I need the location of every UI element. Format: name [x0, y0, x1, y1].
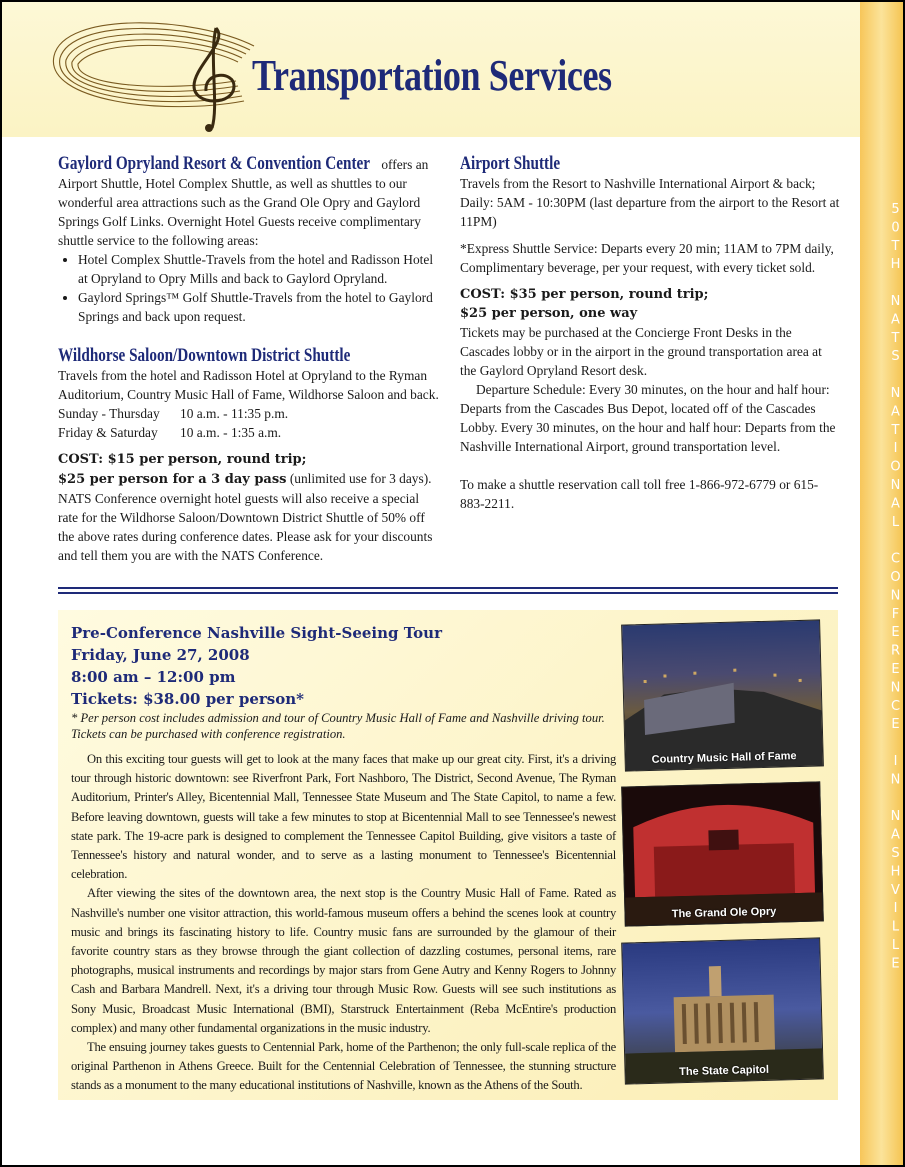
tour-body: [71, 750, 616, 1096]
wildhorse-cost-1: COST: $15 per person, round trip;: [58, 452, 307, 467]
right-column: [460, 154, 840, 513]
schedule-day: Friday & Saturday: [58, 425, 158, 440]
tour-date: Friday, June 27, 2008: [71, 646, 250, 664]
tour-tickets: Tickets: $38.00 per person*: [71, 690, 304, 708]
list-item: • Hotel Complex Shuttle-Travels from the hotel and Radisson Hotel at Opryland to Opry Mills and back to Gaylord Opryland.: [78, 250, 440, 288]
airport-departure: Departure Schedule: Every 30 minutes, on the hour and half hour: Departs from the Cascades Bus Depot, located off of the Cascades Lobby. Every 30 minutes, on the hour and half hour: Departs from the Nashville International Airport, ground transportation level.: [460, 382, 836, 454]
divider: [58, 587, 838, 589]
schedule-day: Sunday - Thursday: [58, 406, 160, 421]
airport-desc: Travels from the Resort to Nashville International Airport & back; Daily: 5AM - 10:30PM (last departure from the airport to the Resort at 11PM): [460, 176, 840, 229]
photo-caption: Country Music Hall of Fame: [651, 750, 797, 766]
state-capitol-photo: [621, 937, 824, 1084]
airport-cost-2: $25 per person, one way: [460, 306, 638, 321]
grand-ole-opry-photo: [621, 781, 824, 926]
wildhorse-schedule-1: [58, 404, 440, 423]
hall-of-fame-photo: [621, 619, 824, 771]
sidebar-text: 50TH NATS NATIONAL CONFERENCE IN NASHVILLE: [888, 201, 903, 975]
gaylord-intro: offers an Airport Shuttle, Hotel Complex Shuttle, as well as shuttles to our wonderful area attractions such as the Grand Ole Opry and Gaylord Springs Golf Links. Overnight Hotel Guests receive complimentary shuttle service to the following areas:: [58, 157, 429, 248]
airport-cost-1: COST: $35 per person, round trip;: [460, 287, 709, 302]
state-capitol-image: [622, 938, 823, 1083]
gaylord-heading: Gaylord Opryland Resort & Convention Center: [58, 153, 371, 174]
divider: [58, 592, 838, 594]
schedule-time: 10 a.m. - 1:35 a.m.: [180, 425, 282, 440]
wildhorse-desc: Travels from the hotel and Radisson Hotel at Opryland to the Ryman Auditorium, Country Music Hall of Fame, Wildhorse Saloon and back.: [58, 368, 439, 402]
wildhorse-schedule-2: [58, 423, 440, 442]
photo-caption: The State Capitol: [679, 1063, 770, 1079]
tour-header: [71, 622, 631, 710]
tour-paragraph: On this exciting tour guests will get to look at the many faces that make up our great city. First, it's a driving tour through historic downtown: see Riverfront Park, Fort Nashboro, The District, Second Avenue, The Ryman Auditorium, Printer's Alley, Bicentennial Mall, Tennessee State Museum and The State Capitol, to name a few. Before leaving downtown, guests will take a few minutes to stop at Bicentennial Mall to see Tennessee's newest state park. The 19-acre park is designed to complement the Tennessee Capitol Building, give visitors a taste of Tennessee's history and natural wonder, and to serve as a lasting monument to Tennessee's Bicentennial celebration.: [71, 752, 616, 882]
wildhorse-cost-note: (unlimited use for 3 days).: [286, 471, 432, 486]
wildhorse-note: NATS Conference overnight hotel guests will also receive a special rate for the Wildhorse Saloon/Downtown District Shuttle of 50% off the above rates during conference dates. Please ask for your discounts and tell them you are with the NATS Conference.: [58, 491, 433, 563]
gaylord-bullets: [58, 250, 440, 326]
airport-reserve: To make a shuttle reservation call toll free 1-866-972-6779 or 615-883-2211.: [460, 477, 819, 511]
schedule-time: 10 a.m. - 11:35 p.m.: [180, 406, 289, 421]
gaylord-section: [58, 154, 440, 250]
tour-note: * Per person cost includes admission and tour of Country Music Hall of Fame and Nashville driving tour. Tickets can be purchased with conference registration.: [71, 711, 605, 741]
grand-ole-opry-image: [622, 782, 823, 925]
airport-tickets: Tickets may be purchased at the Concierge Front Desks in the Cascades lobby or in the airport in the ground transportation area at the Gaylord Opryland Resort desk.: [460, 325, 822, 378]
sidebar-banner: [860, 2, 903, 1165]
tour-paragraph: After viewing the sites of the downtown area, the next stop is the Country Music Hall of Fame. Rated as Nashville's number one visitor attraction, this world-famous museum offers a behind the scenes look at country music and brings its fascinating history to life. Country music fans are surrounded by the glamour of their favorite country stars as they browse through the giant collection of dazzling costumes, personal items, rare photographs, musical instruments and recordings by major stars from Gene Autry and Kenny Rogers to Johnny Cash and Barbara Mandrell. Next, it's a driving tour through Music Row. Guests will see such institutions as Sony Music, Broadcast Music International (BMI), Starstruck Entertainment (Reba McEntire's production complex) and many other fundamental organizations in the music industry.: [71, 886, 616, 1035]
list-item: • Gaylord Springs™ Golf Shuttle-Travels from the hotel to Gaylord Springs and back upon request.: [78, 288, 440, 326]
page-title: Transportation Services: [252, 51, 612, 100]
airport-express: *Express Shuttle Service: Departs every 20 min; 11AM to 7PM daily, Complimentary beverage, per your request, with every ticket sold.: [460, 241, 834, 275]
tour-paragraph: The ensuing journey takes guests to Centennial Park, home of the Parthenon; the only full-scale replica of the original Parthenon in Athens Greece. Built for the Centennial Celebration of Tennessee, the stunning structure stands as a monument to the many educational institutions of Nashville, known as the Athens of the South.: [71, 1040, 616, 1093]
wildhorse-cost-2-line: [58, 469, 440, 489]
hall-of-fame-image: [622, 620, 823, 770]
treble-clef-logo: [44, 16, 284, 136]
left-column: [58, 154, 440, 565]
tour-panel: [58, 610, 838, 1100]
tour-title: Pre-Conference Nashville Sight-Seeing Tour: [71, 624, 442, 642]
wildhorse-heading: Wildhorse Saloon/Downtown District Shuttle: [58, 345, 351, 366]
header-banner: [2, 2, 860, 137]
photo-caption: The Grand Ole Opry: [671, 905, 777, 921]
tour-time: 8:00 am – 12:00 pm: [71, 668, 236, 686]
airport-heading: Airport Shuttle: [460, 153, 561, 174]
wildhorse-cost-2: $25 per person for a 3 day pass: [58, 472, 287, 487]
